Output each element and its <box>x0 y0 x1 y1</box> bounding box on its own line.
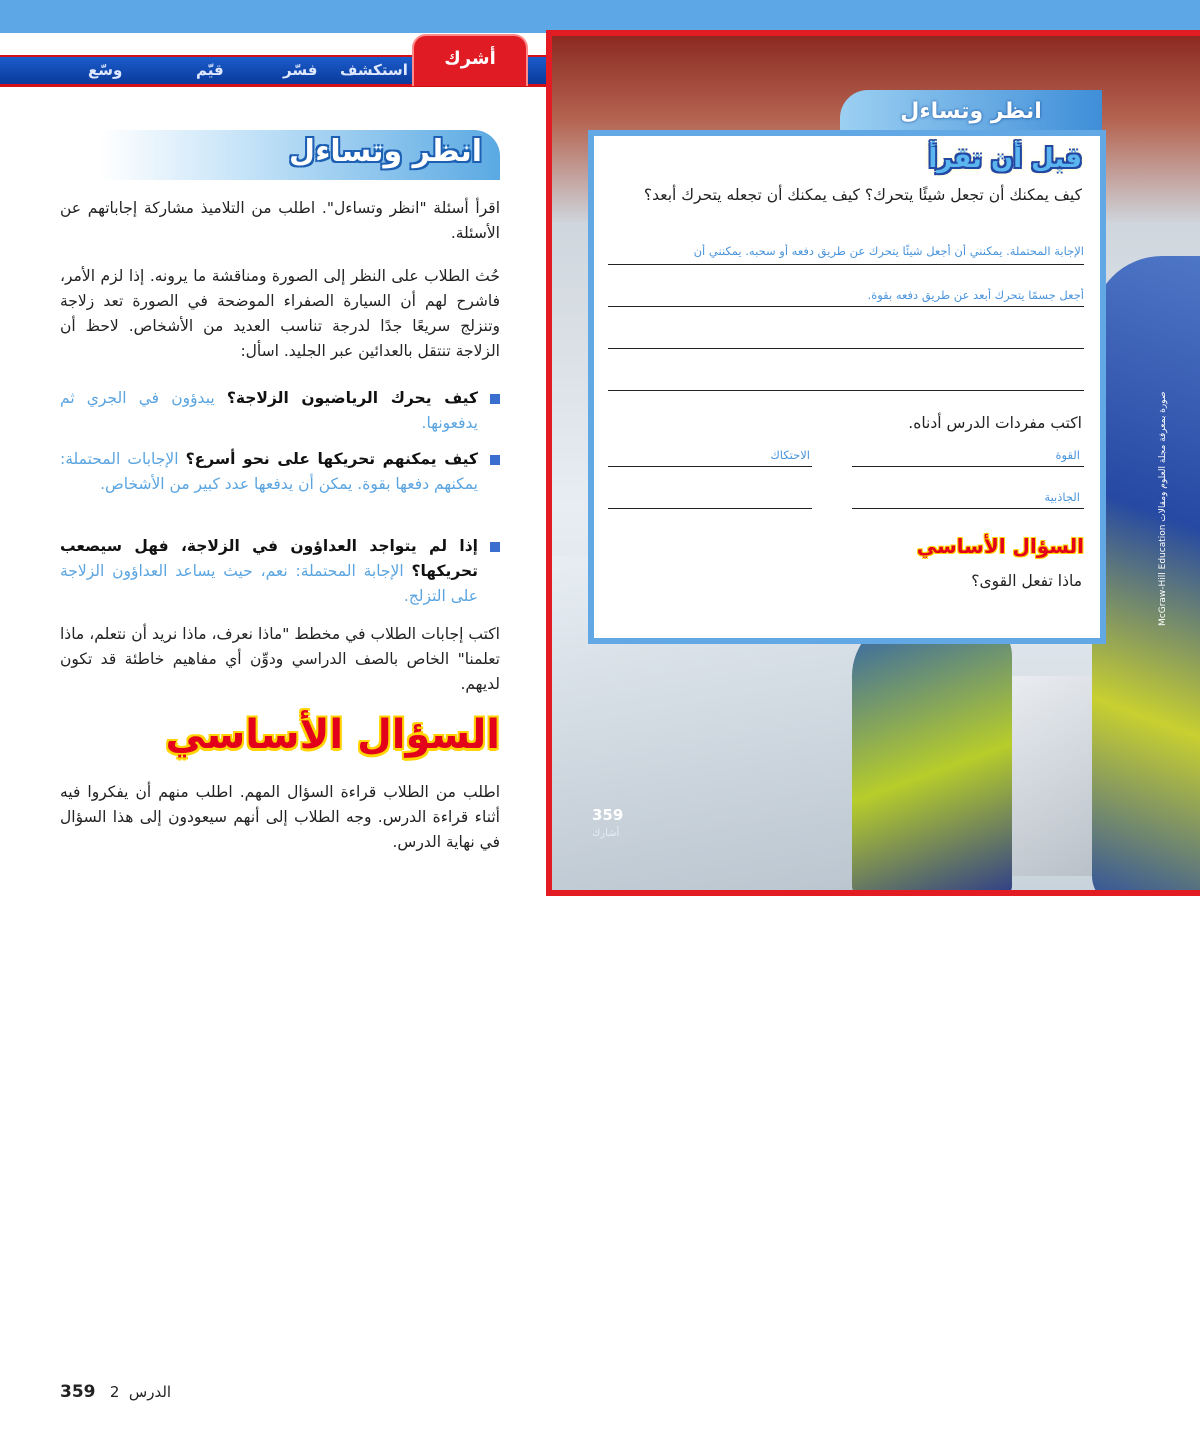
vocab-word-gravity: الجاذبية <box>1044 490 1080 504</box>
card-question: كيف يمكنك أن تجعل شيئًا يتحرك؟ كيف يمكنك أن تجعله يتحرك أبعد؟ <box>643 186 1082 204</box>
vocab-line <box>852 466 1084 467</box>
student-page-number: 359 <box>592 806 624 824</box>
bullet-answer: الإجابات المحتملة: يمكنهم دفعها بقوة. يمكن أن يدفعها عدد كبير من الأشخاص. <box>60 450 478 493</box>
card-tab-title: انظر وتساءل <box>840 90 1102 134</box>
write-line <box>608 348 1084 349</box>
photo-credit: McGraw-Hill Education صورة بمعرفة مجلة العلوم ومقالات <box>1158 391 1168 626</box>
card-title: قبل أن تقرأ <box>928 144 1082 174</box>
card-essential-question-heading: السؤال الأساسي <box>916 534 1084 558</box>
vocab-prompt: اكتب مفردات الدرس أدناه. <box>908 414 1082 432</box>
footer-lesson-label: الدرس <box>128 1383 172 1401</box>
list-item <box>60 447 500 497</box>
card-essential-question: ماذا تفعل القوى؟ <box>971 572 1082 590</box>
athlete-right <box>1092 256 1200 896</box>
answer-line-1: الإجابة المحتملة. يمكنني أن أجعل شيئًا يتحرك عن طريق دفعه أو سحبه. يمكنني أن <box>693 244 1084 258</box>
vocab-line <box>608 466 812 467</box>
write-line <box>608 264 1084 265</box>
bullet-answer: يبدؤون في الجري ثم يدفعونها. <box>60 389 478 432</box>
vocab-word-force: القوة <box>1055 448 1080 462</box>
bullet-answer: الإجابة المحتملة: نعم، حيث يساعد العداؤون الزلاجة على التزلج. <box>60 562 478 605</box>
bullet-question: كيف يمكنهم تحريكها على نحو أسرع؟ <box>185 450 478 468</box>
nav-tab-explore[interactable]: استكشف <box>340 61 408 79</box>
footer-page-number: 359 <box>60 1382 96 1402</box>
section-title-tab <box>100 130 500 180</box>
student-page <box>546 30 1200 896</box>
list-item <box>60 534 500 609</box>
bullet-square-icon <box>490 394 500 404</box>
vocab-line <box>608 508 812 509</box>
nav-tab-engage-active[interactable]: أشرك <box>412 34 528 86</box>
bullet-square-icon <box>490 542 500 552</box>
bullet-question: إذا لم يتواجد العداؤون في الزلاجة، فهل سيصعب تحريكها؟ <box>60 537 478 580</box>
write-line <box>608 306 1084 307</box>
discussion-paragraph: حُث الطلاب على النظر إلى الصورة ومناقشة ما يرونه. إذا لزم الأمر، فاشرح لهم أن السيارة الصفراء الموضحة في الصورة تعد زلاجة وتنزلج سريعًا جدًا لدرجة تناسب العديد من الأشخاص. لاحظ أن الزلاجة تنتقل بالعدائين عبر الجليد. اسأل: <box>60 267 500 360</box>
nav-tab-explain[interactable]: فسّر <box>283 61 318 79</box>
before-you-read-card <box>588 130 1106 644</box>
list-item <box>60 386 500 436</box>
intro-paragraph: اقرأ أسئلة "انظر وتساءل". اطلب من التلاميذ مشاركة إجاباتهم عن الأسئلة. <box>60 199 500 242</box>
kwl-paragraph: اكتب إجابات الطلاب في مخطط "ماذا نعرف، ماذا نريد أن نتعلم، ماذا تعلمنا" الخاص بالصف الدراسي ودوِّن أي مفاهيم خاطئة قد تكون لديهم. <box>60 625 500 693</box>
write-line <box>608 390 1084 391</box>
footer-lesson-number: 2 <box>109 1383 120 1401</box>
essential-question-heading: السؤال الأساسي <box>165 712 500 758</box>
top-banner <box>0 0 1200 33</box>
page-footer <box>60 1382 171 1402</box>
student-page-label: أشارك <box>592 828 620 839</box>
nav-tab-extend[interactable]: وسّع <box>88 61 123 79</box>
vocab-line <box>852 508 1084 509</box>
vocab-word-friction: الاحتكاك <box>770 448 810 462</box>
athlete-left <box>852 616 1012 896</box>
nav-tab-evaluate[interactable]: قيّم <box>196 61 224 79</box>
bullet-square-icon <box>490 455 500 465</box>
bullet-question: كيف يحرك الرياضيون الزلاجة؟ <box>226 389 478 407</box>
answer-line-2: أجعل جسمًا يتحرك أبعد عن طريق دفعه بقوة. <box>867 288 1084 302</box>
section-title: انظر وتساءل <box>289 134 482 169</box>
essential-question-paragraph: اطلب من الطلاب قراءة السؤال المهم. اطلب منهم أن يفكروا فيه أثناء قراءة الدرس. وجه الطلاب إلى أنهم سيعودون إلى هذا السؤال في نهاية الدرس. <box>60 783 500 851</box>
